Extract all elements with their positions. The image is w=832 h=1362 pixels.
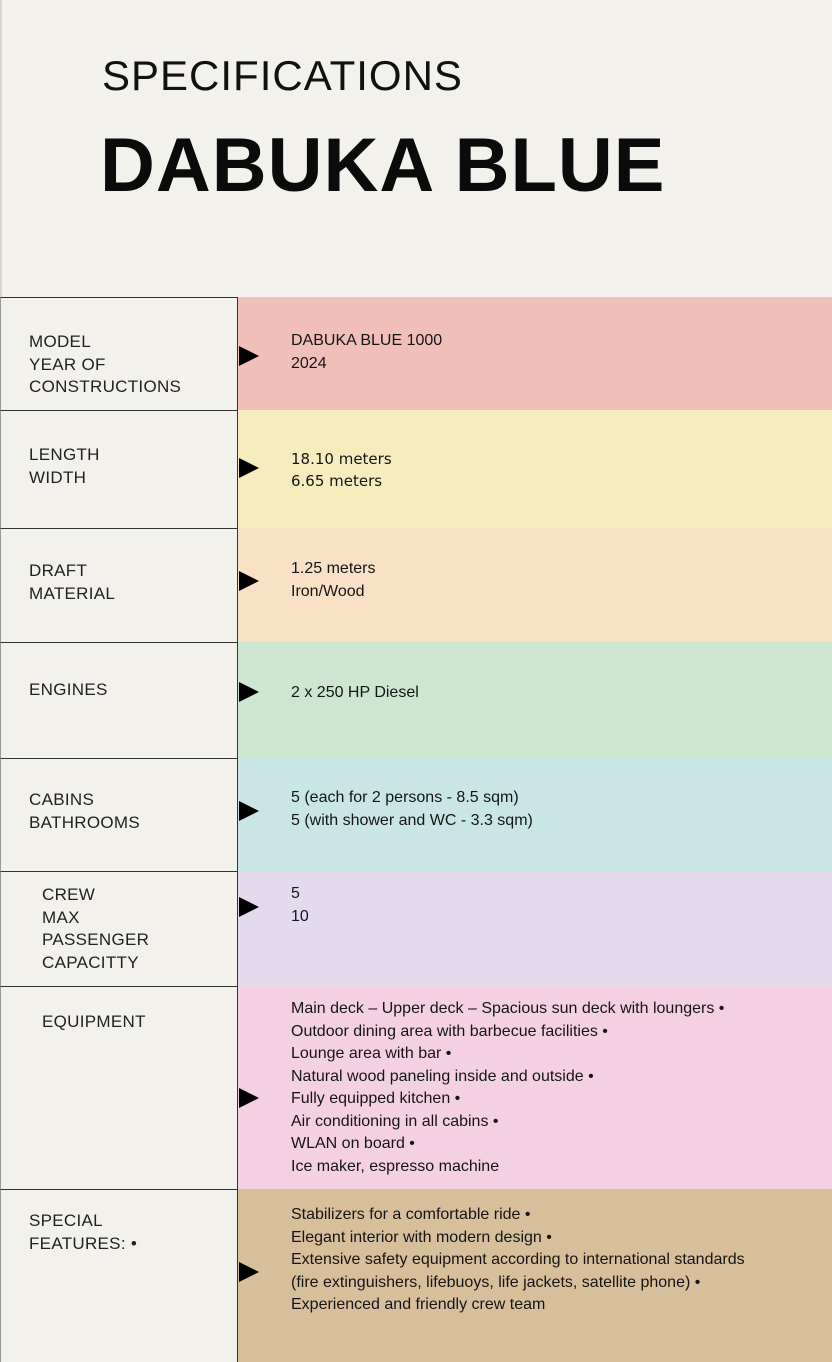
arrow-right-icon — [239, 346, 259, 366]
spec-value: 5 10 — [291, 885, 309, 925]
spec-label-cell — [0, 410, 238, 528]
spec-label: CABINS BATHROOMS — [29, 790, 141, 832]
spec-value: 2 x 250 HP Diesel — [291, 684, 419, 701]
spec-value-cell — [238, 986, 832, 1189]
spec-label: EQUIPMENT — [42, 1012, 146, 1031]
spec-value: 5 (each for 2 persons - 8.5 sqm) 5 (with shower and WC - 3.3 sqm) — [291, 789, 533, 829]
page-header — [0, 0, 832, 297]
spec-value: Stabilizers for a comfortable ride • Elegant interior with modern design • Extensive safety equipment according to international standards (fire extinguishers, lifebuoys, life jackets, satellite phone) • Experienced and friendly crew team — [291, 1206, 745, 1313]
spec-value-cell — [238, 410, 832, 528]
spec-label: MODEL YEAR OF CONSTRUCTIONS — [29, 332, 182, 396]
spec-row-crew — [0, 871, 832, 986]
spec-row-model — [0, 297, 832, 410]
spec-label: ENGINES — [29, 680, 108, 699]
spec-row-dimensions — [0, 410, 832, 528]
spec-label-cell — [0, 986, 238, 1189]
arrow-right-icon — [239, 1088, 259, 1108]
spec-value-cell — [238, 642, 832, 758]
spec-value-cell — [238, 297, 832, 410]
spec-label: LENGTH WIDTH — [29, 445, 100, 487]
spec-value-cell — [238, 871, 832, 986]
spec-value: Main deck – Upper deck – Spacious sun deck with loungers • Outdoor dining area with barbecue facilities • Lounge area with bar • Natural wood paneling inside and outside • Fully equipped kitchen • Air conditioning in all cabins • WLAN on board • Ice maker, espresso machine — [291, 1000, 725, 1175]
spec-label: SPECIAL FEATURES: • — [29, 1211, 138, 1253]
spec-row-draft — [0, 528, 832, 642]
spec-row-special-features — [0, 1189, 832, 1362]
arrow-right-icon — [239, 801, 259, 821]
spec-label-cell — [0, 642, 238, 758]
arrow-right-icon — [239, 1262, 259, 1282]
arrow-right-icon — [239, 458, 259, 478]
spec-row-cabins — [0, 758, 832, 871]
spec-value: DABUKA BLUE 1000 2024 — [291, 332, 443, 372]
spec-row-equipment — [0, 986, 832, 1189]
arrow-right-icon — [239, 682, 259, 702]
spec-row-engines — [0, 642, 832, 758]
spec-label: DRAFT MATERIAL — [29, 561, 116, 603]
page-subtitle: SPECIFICATIONS — [102, 52, 463, 99]
spec-label-cell — [0, 297, 238, 410]
spec-label: CREW MAX PASSENGER CAPACITTY — [42, 885, 150, 972]
spec-label-cell — [0, 528, 238, 642]
spec-value: 18.10 meters 6.65 meters — [291, 450, 392, 490]
spec-label-cell — [0, 871, 238, 986]
spec-value: 1.25 meters Iron/Wood — [291, 560, 376, 600]
spec-value-cell — [238, 528, 832, 642]
arrow-right-icon — [239, 897, 259, 917]
page-title: DABUKA BLUE — [100, 123, 666, 208]
spec-value-cell — [238, 758, 832, 871]
spec-value-cell — [238, 1189, 832, 1362]
arrow-right-icon — [239, 571, 259, 591]
spec-label-cell — [0, 758, 238, 871]
spec-label-cell — [0, 1189, 238, 1362]
